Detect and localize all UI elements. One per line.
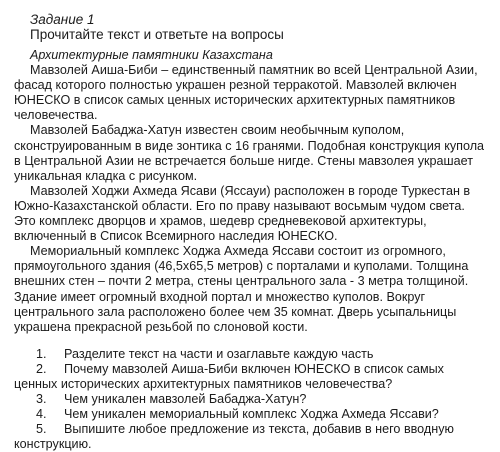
question-text: Почему мавзолей Аиша-Биби включен ЮНЕСКО в список самых ценных исторических архитектурных памятников человечества? bbox=[14, 361, 444, 391]
task-number: Задание 1 bbox=[30, 12, 95, 27]
spacer bbox=[14, 335, 490, 347]
paragraph: Мавзолей Ходжи Ахмеда Ясави (Яссауи) расположен в городе Туркестан в Южно-Казахстанской области. Его по праву называют восьмым чудом света. Это комплекс дворцов и храмов, шедевр средневековой архитектуры, включенный в Список Всемирного наследия ЮНЕСКО. bbox=[14, 183, 471, 244]
question-item bbox=[14, 362, 490, 392]
question-item bbox=[14, 392, 490, 407]
paragraph: Мавзолей Бабаджа-Хатун известен своим необычным куполом, сконструированным в виде зонтика с 16 гранями. Подобная конструкция купола в Центральной Азии не встречается больше нигде. Стены мавзолея украшает уникальная кладка с рисунком. bbox=[14, 123, 485, 183]
question-number: 1. bbox=[36, 346, 47, 361]
paragraph: Мемориальный комплекс Ходжа Ахмеда Яссави состоит из огромного, прямоугольного здания (46,5х65,5 метров) с порталами и куполами. Толщина внешних стен – почти 2 метра, стены центрального зала - 3 метра толщиной. Здание имеет огромный входной портал и множество куполов. Вокруг центрального зала расположено более чем 35 комнат. Дверь усыпальницы украшена прекрасной резьбой по слоновой кости. bbox=[14, 244, 469, 334]
question-number: 3. bbox=[36, 392, 47, 407]
question-text: Разделите текст на части и озаглавьте каждую часть bbox=[64, 346, 374, 361]
question-number: 5. bbox=[36, 422, 47, 437]
question-list bbox=[14, 347, 490, 452]
question-number: 4. bbox=[36, 407, 47, 422]
text-title: Архитектурные памятники Казахстана bbox=[30, 48, 273, 62]
question-text: Выпишите любое предложение из текста, добавив в него вводную конструкцию. bbox=[14, 422, 454, 452]
question-item bbox=[14, 347, 490, 362]
task-instruction: Прочитайте текст и ответьте на вопросы bbox=[30, 27, 284, 42]
question-text: Чем уникален мемориальный комплекс Ходжа Ахмеда Яссави? bbox=[64, 407, 439, 422]
question-number: 2. bbox=[36, 361, 47, 376]
paragraph: Мавзолей Аиша-Биби – единственный памятник во всей Центральной Азии, фасад которого полностью украшен резной терракотой. Мавзолей включен ЮНЕСКО в список самых ценных исторических архитектурных памятников человечества. bbox=[14, 63, 478, 123]
question-text: Чем уникален мавзолей Бабаджа-Хатун? bbox=[64, 392, 307, 407]
question-item bbox=[14, 407, 490, 422]
question-item bbox=[14, 422, 490, 452]
